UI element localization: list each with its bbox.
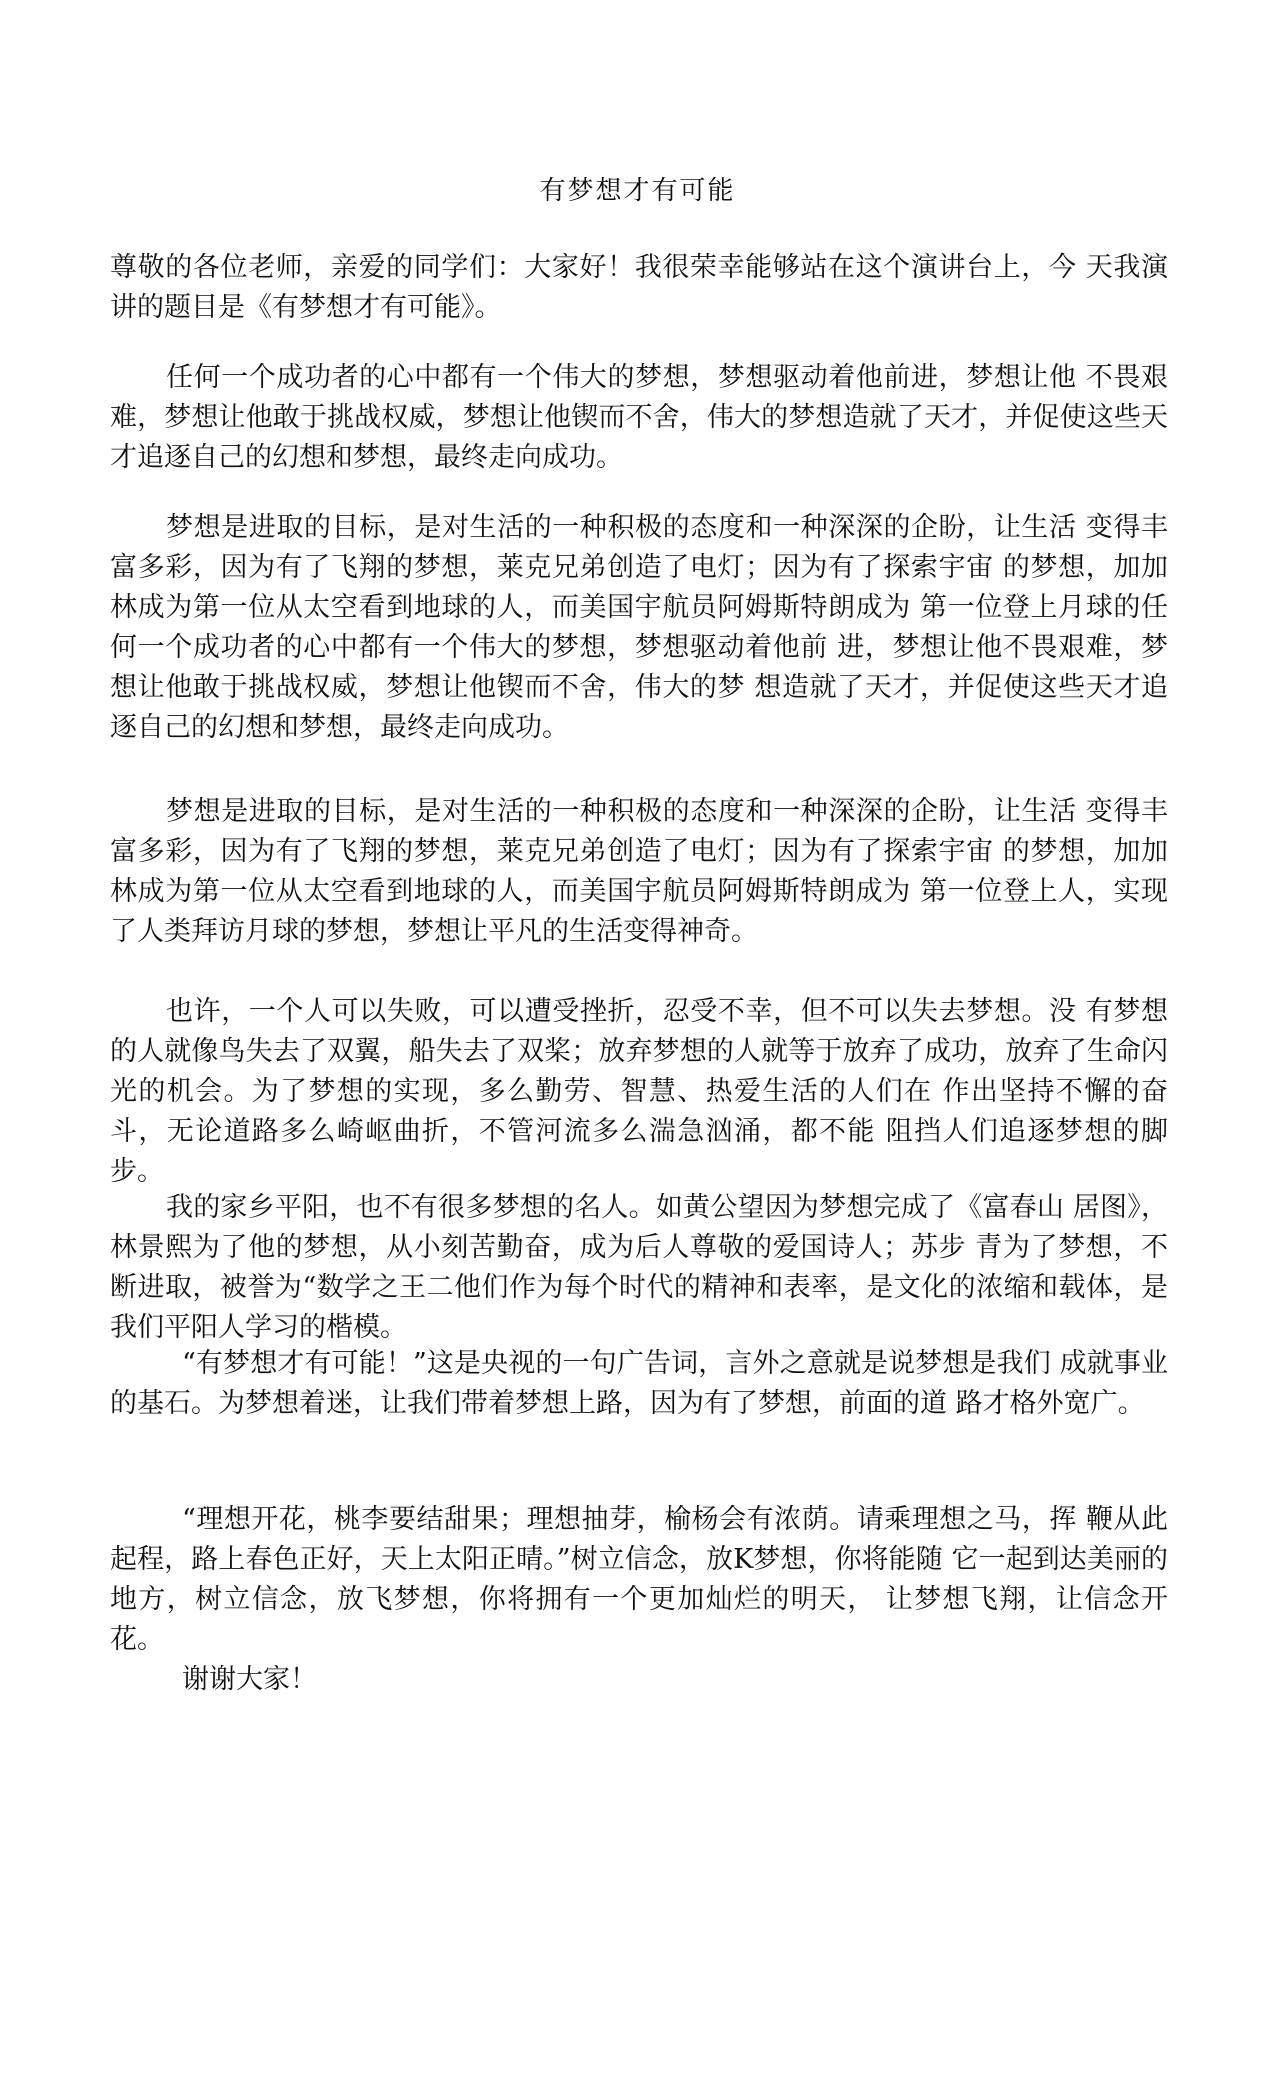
body-paragraph-3: 梦想是进取的目标，是对生活的一种积极的态度和一种深深的企盼，让生活 变得丰富多彩，因为有了飞翔的梦想，莱克兄弟创造了电灯；因为有了探索宇宙 的梦想，加加林成为第一位从太空看到地球的人，而美国宇航员阿姆斯特朗成为 第一位登上人，实现了人类拜访月球的梦想，梦想让平凡的生活变得神奇。	[110, 796, 1168, 947]
body-paragraph-7: “理想开花，桃李要结甜果；理想抽芽，榆杨会有浓荫。请乘理想之马，挥 鞭从此起程，路上春色正好，天上太阳正晴。”树立信念，放K梦想，你将能随 它一起到达美丽的地方，树立信念，放飞梦想，你将拥有一个更加灿烂的明天， 让梦想飞翔，让信念开花。	[110, 1504, 1168, 1655]
greeting-paragraph: 尊敬的各位老师，亲爱的同学们：大家好！我很荣幸能够站在这个演讲台上，今 天我演讲的题目是《有梦想才有可能》。	[110, 252, 1168, 323]
body-paragraph-6: “有梦想才有可能！”这是央视的一句广告词，言外之意就是说梦想是我们 成就事业的基石。为梦想着迷，让我们带着梦想上路，因为有了梦想，前面的道 路才格外宽广。	[110, 1348, 1168, 1419]
closing-thanks: 谢谢大家！	[182, 1664, 317, 1695]
body-paragraph-1: 任何一个成功者的心中都有一个伟大的梦想，梦想驱动着他前进，梦想让他 不畏艰难，梦想让他敢于挑战权威，梦想让他锲而不舍，伟大的梦想造就了天才，并促使这些天才追逐自己的幻想和梦想，最终走向成功。	[110, 362, 1168, 473]
document-title: 有梦想才有可能	[539, 176, 736, 206]
body-paragraph-2: 梦想是进取的目标，是对生活的一种积极的态度和一种深深的企盼，让生活 变得丰富多彩，因为有了飞翔的梦想，莱克兄弟创造了电灯；因为有了探索宇宙 的梦想，加加林成为第一位从太空看到地球的人，而美国宇航员阿姆斯特朗成为 第一位登上月球的任何一个成功者的心中都有一个伟大的梦想，梦想驱动着他前 进，梦想让他不畏艰难，梦想让他敢于挑战权威，梦想让他锲而不舍，伟大的梦 想造就了天才，并促使这些天才追逐自己的幻想和梦想，最终走向成功。	[110, 512, 1168, 743]
body-paragraph-4: 也许，一个人可以失败，可以遭受挫折，忍受不幸，但不可以失去梦想。没 有梦想的人就像鸟失去了双翼，船失去了双桨；放弃梦想的人就等于放弃了成功，放弃了生命闪光的机会。为了梦想的实现，多么勤劳、智慧、热爱生活的人们在 作出坚持不懈的奋斗，无论道路多么崎岖曲折，不管河流多么湍急汹涌，都不能 阻挡人们追逐梦想的脚步。	[110, 996, 1168, 1187]
body-paragraph-5: 我的家乡平阳，也不有很多梦想的名人。如黄公望因为梦想完成了《富春山 居图》，林景熙为了他的梦想，从小刻苦勤奋，成为后人尊敬的爱国诗人；苏步 青为了梦想，不断进取，被誉为“数学之王二他们作为每个时代的精神和表率，是文化的浓缩和载体，是我们平阳人学习的楷模。	[110, 1192, 1168, 1343]
